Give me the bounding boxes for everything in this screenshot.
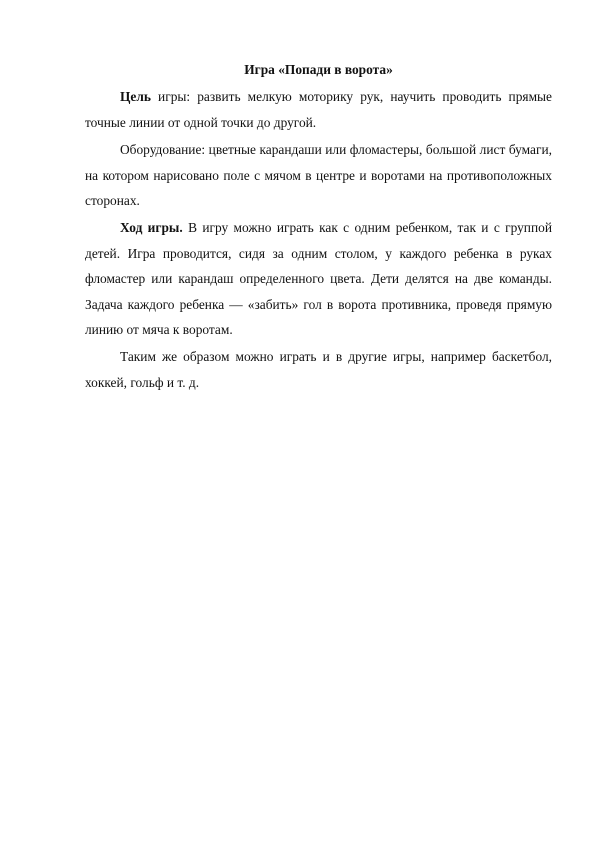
paragraph-gameplay (85, 215, 552, 342)
paragraph-text: Оборудование: цветные карандаши или фломастеры, большой лист бумаги, на котором нарисовано поле с мячом в центре и воротами на противоположных сторонах. (85, 142, 552, 209)
paragraph-text: В игру можно играть как с одним ребенком, так и с группой детей. Игра проводится, сидя за одним столом, у каждого ребенка в руках фломастер или карандаш определенного цвета. Дети делятся на две команды. Задача каждого ребенка — «забить» гол в ворота противника, проведя прямую линию от мяча к воротам. (85, 220, 552, 338)
document-body (85, 57, 552, 397)
paragraph-equipment (85, 137, 552, 213)
paragraph-variations (85, 344, 552, 395)
paragraph-lead: Ход игры. (120, 220, 183, 236)
paragraph-lead: Цель (120, 89, 151, 105)
paragraph-text: Таким же образом можно играть и в другие игры, например баскетбол, хоккей, гольф и т. д. (85, 349, 552, 390)
paragraph-text: игры: развить мелкую моторику рук, научить проводить прямые точные линии от одной точки до другой. (85, 89, 552, 130)
document-title: Игра «Попади в ворота» (244, 62, 393, 77)
paragraph-goal (85, 84, 552, 135)
